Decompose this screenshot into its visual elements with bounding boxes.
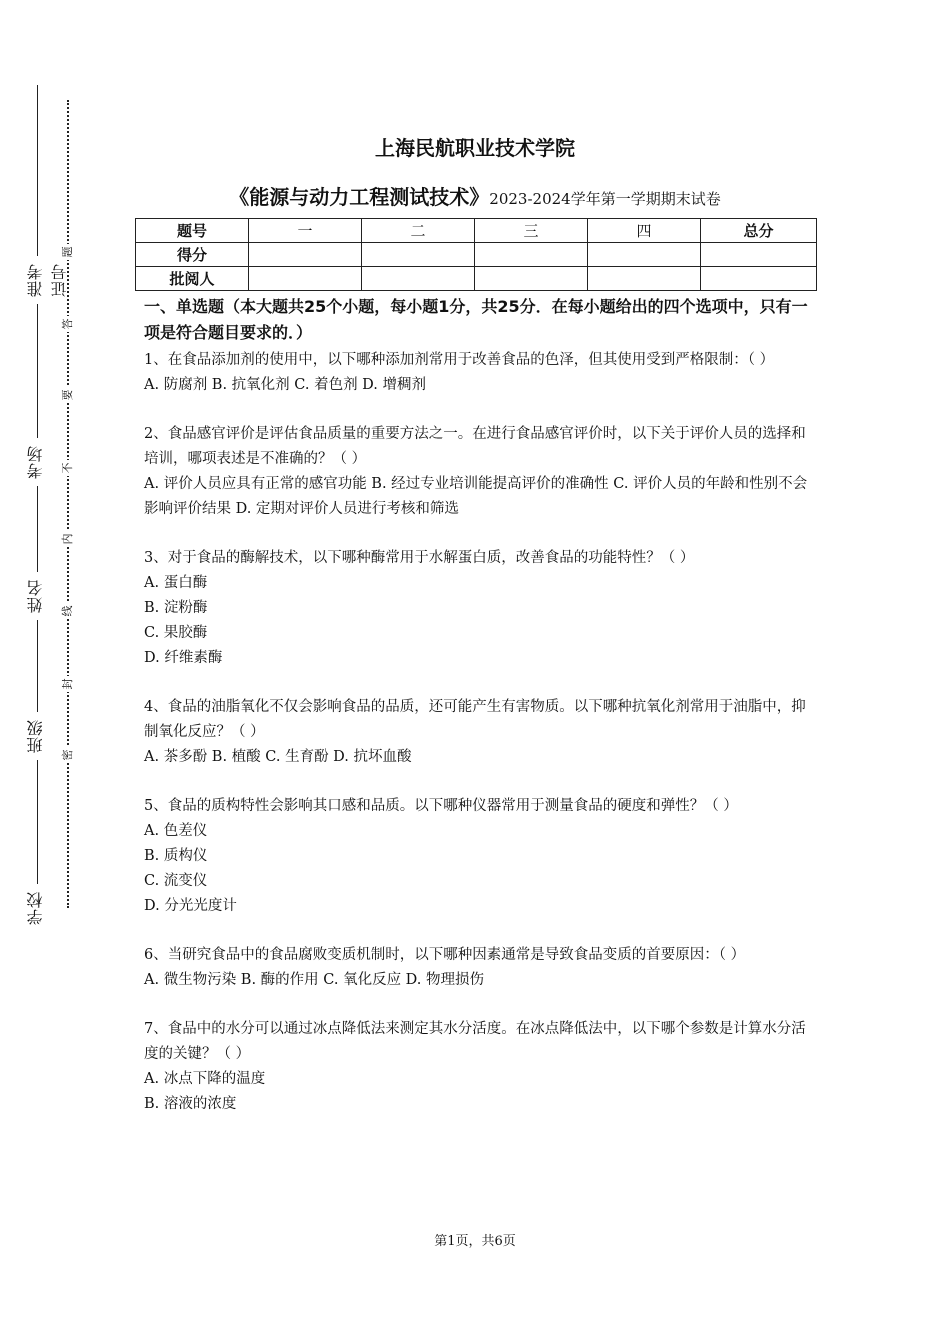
question-options: C. 果胶酶 xyxy=(144,625,208,641)
question-options: B. 溶液的浓度 xyxy=(144,1096,237,1112)
exam-number-label: 准考证号 xyxy=(24,256,50,304)
seal-mark: 不 xyxy=(60,460,76,476)
question-list xyxy=(144,348,812,1117)
question-stem: 5、食品的质构特性会影响其口感和品质。以下哪种仪器常用于测量食品的硬度和弹性？（ ） xyxy=(144,798,738,814)
score-row-label: 得分 xyxy=(136,243,249,267)
question-stem: 4、食品的油脂氧化不仅会影响食品的品质，还可能产生有害物质。以下哪种抗氧化剂常用于油脂中，抑制氧化反应？（ ） xyxy=(144,699,806,740)
score-row xyxy=(136,243,817,267)
section-title: 一、单选题（本大题共25个小题，每小题1分，共25分．在每小题给出的四个选项中，只有一项是符合题目要求的．） xyxy=(144,297,808,342)
question-options: A. 微生物污染 B. 酶的作用 C. 氧化反应 D. 物理损伤 xyxy=(144,972,485,988)
question-stem: 7、食品中的水分可以通过冰点降低法来测定其水分活度。在冰点降低法中，以下哪个参数是计算水分活度的关键？（ ） xyxy=(144,1021,806,1062)
question-options: A. 色差仪 xyxy=(144,823,208,839)
question-options: B. 质构仪 xyxy=(144,848,208,864)
page-number: 第1页，共6页 xyxy=(434,1234,516,1249)
exam-content xyxy=(144,294,812,1141)
question-options: A. 茶多酚 B. 植酸 C. 生育酚 D. 抗坏血酸 xyxy=(144,749,412,765)
question-item xyxy=(144,1017,812,1117)
question-options: A. 评价人员应具有正常的感官功能 B. 经过专业培训能提高评价的准确性 C. 评价人员的年龄和性别不会影响评价结果 D. 定期对评价人员进行考核和筛选 xyxy=(144,476,808,517)
column-header: 总分 xyxy=(701,219,817,243)
seal-dotted-line xyxy=(67,100,69,908)
question-options: D. 分光光度计 xyxy=(144,898,237,914)
question-options: B. 淀粉酶 xyxy=(144,600,208,616)
seal-mark: 答 xyxy=(60,316,76,332)
grader-cell xyxy=(362,267,475,291)
question-item xyxy=(144,546,812,671)
school-label: 学校 xyxy=(24,884,50,932)
grader-cell xyxy=(588,267,701,291)
seal-mark: 要 xyxy=(60,387,76,403)
score-cell xyxy=(249,243,362,267)
question-item xyxy=(144,943,812,993)
score-table xyxy=(135,218,817,291)
question-stem: 6、当研究食品中的食品腐败变质机制时，以下哪种因素通常是导致食品变质的首要原因：（ ） xyxy=(144,947,746,963)
question-item xyxy=(144,422,812,522)
column-header: 一 xyxy=(249,219,362,243)
question-stem: 2、食品感官评价是评估食品质量的重要方法之一。在进行食品感官评价时，以下关于评价人员的选择和培训，哪项表述是不准确的？（ ） xyxy=(144,426,806,467)
exam-room-label: 考场 xyxy=(24,438,50,486)
question-item xyxy=(144,348,812,398)
question-number-cell: 题号 xyxy=(136,219,249,243)
question-item xyxy=(144,794,812,919)
binding-line xyxy=(37,85,38,925)
course-name: 《能源与动力工程测试技术》 xyxy=(229,185,490,209)
seal-mark: 内 xyxy=(60,531,76,547)
score-cell xyxy=(701,243,817,267)
score-cell xyxy=(588,243,701,267)
score-cell xyxy=(475,243,588,267)
seal-mark: 线 xyxy=(60,603,76,619)
grader-cell xyxy=(249,267,362,291)
column-header: 二 xyxy=(362,219,475,243)
question-options: A. 防腐剂 B. 抗氧化剂 C. 着色剂 D. 增稠剂 xyxy=(144,377,427,393)
question-options: D. 纤维素酶 xyxy=(144,650,223,666)
column-header: 三 xyxy=(475,219,588,243)
question-options: A. 冰点下降的温度 xyxy=(144,1071,266,1087)
class-label: 班级 xyxy=(24,712,50,760)
question-stem: 1、在食品添加剂的使用中，以下哪种添加剂常用于改善食品的色泽，但其使用受到严格限制：（ ） xyxy=(144,352,775,368)
school-name: 上海民航职业技术学院 xyxy=(375,136,575,160)
column-header: 四 xyxy=(588,219,701,243)
question-options: C. 流变仪 xyxy=(144,873,208,889)
question-stem: 3、对于食品的酶解技术，以下哪种酶常用于水解蛋白质，改善食品的功能特性？（ ） xyxy=(144,550,695,566)
score-cell xyxy=(362,243,475,267)
grader-cell xyxy=(475,267,588,291)
seal-mark: 密 xyxy=(60,747,76,763)
seal-mark: 题 xyxy=(60,244,76,260)
grader-cell xyxy=(701,267,817,291)
exam-term: 2023-2024学年第一学期期末试卷 xyxy=(489,190,721,208)
seal-mark: 封 xyxy=(60,676,76,692)
name-label: 姓名 xyxy=(24,572,50,620)
grader-row xyxy=(136,267,817,291)
question-options: A. 蛋白酶 xyxy=(144,575,208,591)
score-table-header-row xyxy=(136,219,817,243)
exam-title xyxy=(0,181,950,210)
question-item xyxy=(144,695,812,770)
grader-row-label: 批阅人 xyxy=(136,267,249,291)
